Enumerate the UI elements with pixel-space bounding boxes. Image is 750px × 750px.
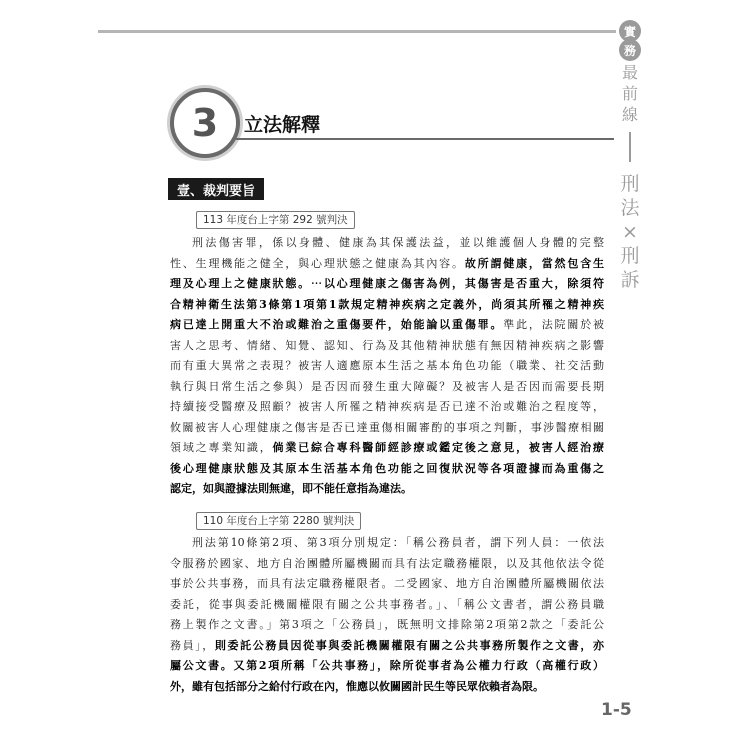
text-line <box>170 397 604 418</box>
page-number: 1-5 <box>601 700 632 720</box>
chapter-title-rule <box>236 138 614 140</box>
text-line <box>170 274 604 295</box>
case-paragraph-2 <box>170 533 604 697</box>
side-main-3: × <box>622 221 638 243</box>
text-run: 而有重大異常之表現？被害人適應原本生活之基本角色功能（職業、社交活動 <box>170 359 604 372</box>
side-sub-2: 前 <box>621 84 638 103</box>
text-line <box>170 418 604 439</box>
text-run: 事於公共事務，而具有法定職務權限者。二受國家、地方自治團體所屬機關依法 <box>170 577 604 590</box>
text-line <box>170 574 604 595</box>
bold-text-run: 屬公文書。 <box>170 659 234 672</box>
side-sub-1: 最 <box>621 63 638 82</box>
text-line <box>170 533 604 554</box>
text-run: 委託，從事與委託機關權限有關之公共事務者。」、「稱公文書者，謂公務員職 <box>170 597 604 611</box>
text-line <box>170 336 604 357</box>
text-line <box>170 554 604 575</box>
case-label-1: 113 年度台上字第 292 號判決 <box>196 211 355 229</box>
side-main-1: 刑 <box>620 173 640 195</box>
side-main-2: 法 <box>620 197 640 219</box>
section-heading: 壹、裁判要旨 <box>168 178 264 200</box>
text-run: 害人之思考、情緒、知覺、認知、行為及其他精神狀態有無因精神疾病之影響 <box>170 338 604 352</box>
text-run: 刑法第10條第2項、第3項分別規定：「稱公務員者，謂下列人員：一依法 <box>192 536 604 549</box>
bold-text-run: 病已達上開重大不治或難治之重傷要件，始能論以重傷罪。 <box>170 318 504 331</box>
chapter-title: 立法解釋 <box>244 114 321 136</box>
chapter-number-badge: 3 <box>170 88 240 158</box>
text-line <box>170 479 604 500</box>
text-line <box>170 677 604 698</box>
text-run: 準此，法院關於被 <box>503 318 604 331</box>
text-run: 執行與日常生活之參與）是否因而發生重大障礙？及被害人是否因而需要長期 <box>170 379 604 393</box>
bold-text-run: 後心理健康狀態及其原本生活基本角色功能之回復狀況等各項證據而為重傷之 <box>170 461 604 475</box>
bold-text-run: 則委託公務員因從事與委託機關權限有關之公共事務所製作之文書，亦 <box>214 638 604 652</box>
text-line <box>170 233 604 254</box>
text-run: 務上製作之文書。」第3項之「公務員」，既無明文排除第2項第2款之「委託公 <box>170 618 604 631</box>
bold-text-run: 外，雖有包括部分之給付行政在內，惟應以攸關國計民生等民眾依賴者為限。 <box>170 679 544 693</box>
bold-text-run: 故所謂健康，當然包含生 <box>464 256 604 270</box>
case-paragraph-1 <box>170 233 604 500</box>
case-label-2: 110 年度台上字第 2280 號判決 <box>196 512 361 530</box>
side-divider <box>629 132 631 162</box>
text-line <box>170 595 604 616</box>
side-tab <box>617 20 643 292</box>
text-run: 務員」， <box>170 638 215 652</box>
text-line <box>170 438 604 459</box>
text-run: 攸關被害人心理健康之傷害是否已達重傷相關審酌的事項之判斷，事涉醫療相關 <box>170 420 604 434</box>
text-run: 持續接受醫療及照顧？被害人所罹之精神疾病是否已達不治或難治之程度等， <box>170 400 604 413</box>
text-line <box>170 636 604 657</box>
text-run: 刑法傷害罪，係以身體、健康為其保護法益，並以維護個人身體的完整 <box>192 236 604 249</box>
bold-text-run: 合精神衛生法第3條第1項第1款規定精神疾病之定義外，尚須其所罹之精神疾 <box>170 297 604 311</box>
header-rule <box>98 30 616 33</box>
side-main-5: 訴 <box>620 269 640 291</box>
text-line <box>170 315 604 336</box>
text-line <box>170 377 604 398</box>
text-line <box>170 254 604 275</box>
text-line <box>170 656 604 677</box>
bold-text-run: 理及心理上之健康狀態。⋯以心理健康之傷害為例，其傷害是否重大，除須符 <box>170 277 604 290</box>
text-line <box>170 356 604 377</box>
text-run: 領域之專業知識， <box>170 441 273 454</box>
side-badge-2: 務 <box>619 39 641 61</box>
bold-text-run: 又第2項所稱「公共事務」，除所從事者為公權力行政（高權行政） <box>233 659 604 672</box>
bold-text-run: 認定，如與證據法則無違，即不能任意指為違法。 <box>170 482 412 495</box>
text-line <box>170 459 604 480</box>
side-main-4: 刑 <box>620 245 640 267</box>
text-run: 令服務於國家、地方自治團體所屬機關而具有法定職務權限，以及其他依法令從 <box>170 556 604 570</box>
text-run: 性、生理機能之健全，與心理狀態之健康為其內容。 <box>170 256 465 270</box>
text-line <box>170 615 604 636</box>
side-badge-1: 實 <box>619 20 641 42</box>
side-sub-3: 線 <box>621 105 638 124</box>
text-line <box>170 295 604 316</box>
bold-text-run: 倘業已綜合專科醫師經診療或鑑定後之意見，被害人經治療 <box>272 441 604 454</box>
